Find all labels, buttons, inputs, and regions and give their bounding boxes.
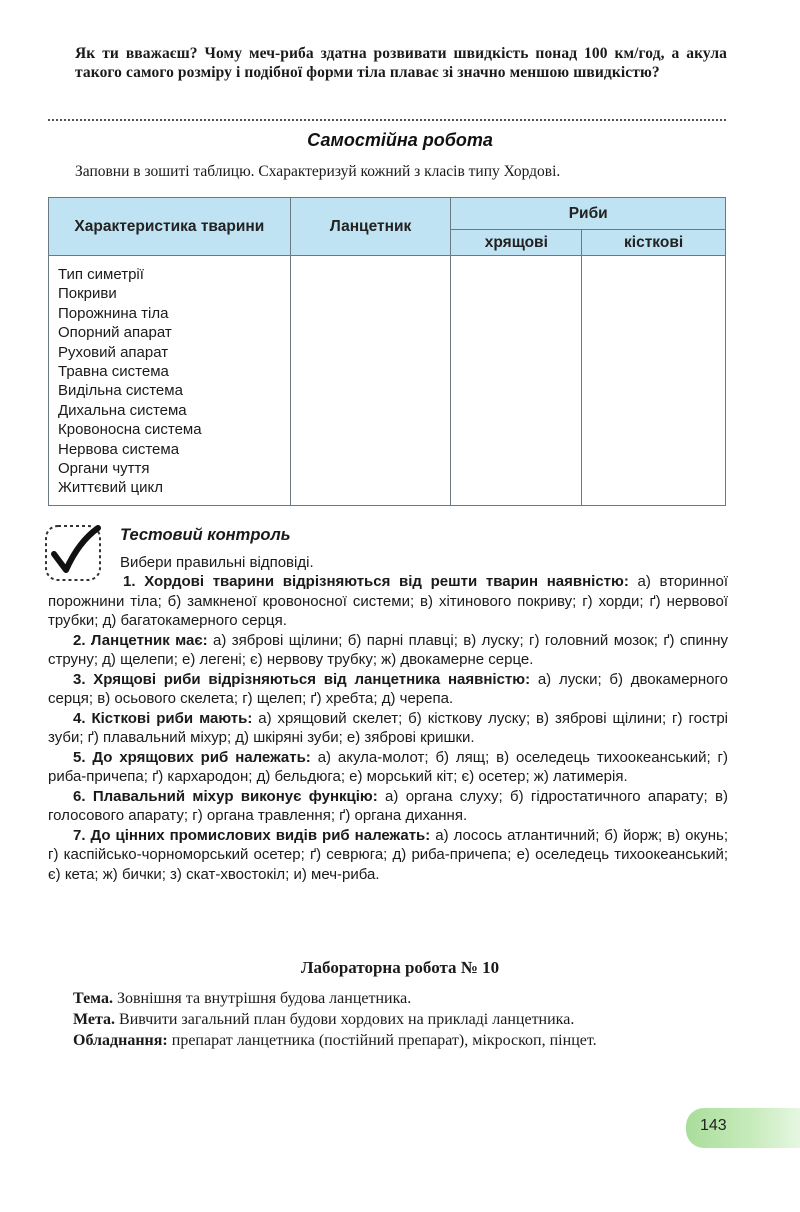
row-label: Нервова система xyxy=(58,440,180,458)
lab-equipment: Обладнання: препарат ланцетника (постійний препарат), мікроскоп, пінцет. xyxy=(73,1032,597,1049)
row-label: Руховий апарат xyxy=(58,343,169,361)
row-label: Тип симетрії xyxy=(58,266,144,283)
lab-work xyxy=(48,988,728,1051)
question-item: 4. Кісткові риби мають: а) хрящовий скелет; б) кісткову луску; в) зяброві щілини; г) гострі зуби; ґ) плавальний міхур; д) шкіряні зуби; е) зяброві кришки. xyxy=(48,709,728,746)
question-item: 2. Ланцетник має: а) зяброві щілини; б) парні плавці; в) луску; г) головний мозок; ґ) спинну струну; д) щелепи; е) легені; є) нервову трубку; ж) двокамерне серце. xyxy=(48,631,728,668)
question-item: 7. До цінних промислових видів риб належать: а) лосось атлантичний; б) йорж; в) окунь; г) каспійсько-чорноморський осетер; ґ) севрюга; д) риба-причепа; е) оселедець тихоокеанський; є) кета; ж) бички; з) скат-хвостокіл; и) меч-риба. xyxy=(48,826,728,883)
empty-cell-cartilaginous xyxy=(451,256,582,506)
chordates-table xyxy=(48,197,726,506)
header-bony: кісткові xyxy=(582,230,726,256)
row-label: Опорний апарат xyxy=(58,324,172,342)
test-intro: Вибери правильні відповіді. xyxy=(120,554,314,571)
row-label: Кровоносна система xyxy=(58,421,202,439)
row-label: Органи чуття xyxy=(58,460,150,478)
independent-work-instruction: Заповни в зошиті таблицю. Схарактеризуй кожний з класів типу Хордові. xyxy=(75,163,561,180)
lab-topic: Тема. Зовнішня та внутрішня будова ланцетника. xyxy=(73,990,412,1007)
header-fish: Риби xyxy=(451,198,726,230)
empty-cell-bony xyxy=(582,256,726,506)
intro-question: Як ти вважаєш? Чому меч-риба здатна розвивати швидкість понад 100 км/год, а акула такого самого розміру і подібної форми тіла плаває зі значно меншою швидкістю? xyxy=(75,45,727,81)
lab-work-title: Лабораторна робота № 10 xyxy=(300,958,500,977)
page-number: 143 xyxy=(700,1117,727,1134)
row-label: Порожнина тіла xyxy=(58,304,169,322)
row-label: Травна система xyxy=(58,363,169,381)
dotted-divider xyxy=(48,119,726,121)
question-item: 1. Хордові тварини відрізняються від решти тварин наявністю: а) вторинної порожнини тіла; б) замкненої кровоносної системи; в) хітинового покриву; г) хорди; ґ) нервової трубки; д) багатокамерного серця. xyxy=(48,573,728,629)
header-cartilaginous: хрящові xyxy=(451,230,582,256)
independent-work-title: Самостійна робота xyxy=(307,130,493,150)
test-control-title: Тестовий контроль xyxy=(120,526,291,544)
lab-goal: Мета. Вивчити загальний план будови хордових на прикладі ланцетника. xyxy=(73,1011,575,1028)
row-label: Видільна система xyxy=(58,382,183,400)
row-labels xyxy=(50,257,289,504)
question-item: 5. До хрящових риб належать: а) акула-молот; б) лящ; в) оселедець тихоокеанський; г) риба-причепа; ґ) кархародон; д) бельдюга; е) морський кіт; є) осетер; ж) латимерія. xyxy=(48,748,728,785)
row-label: Покриви xyxy=(58,285,117,303)
row-label: Життєвий цикл xyxy=(58,479,163,497)
row-label: Дихальна система xyxy=(58,401,187,419)
question-item: 3. Хрящові риби відрізняються від ланцетника наявністю: а) луски; б) двокамерного серця; в) осьового скелета; г) щелеп; ґ) хребта; д) черепа. xyxy=(48,670,728,707)
question-item: 6. Плавальний міхур виконує функцію: а) органа слуху; б) гідростатичного апарату; в) голосового апарату; г) органа травлення; ґ) органа дихання. xyxy=(48,787,728,824)
test-questions xyxy=(48,572,728,884)
header-lancelet: Ланцетник xyxy=(290,198,451,256)
header-characteristic: Характеристика тварини xyxy=(49,198,291,256)
row-labels-cell xyxy=(49,256,291,506)
empty-cell-lancelet xyxy=(290,256,451,506)
